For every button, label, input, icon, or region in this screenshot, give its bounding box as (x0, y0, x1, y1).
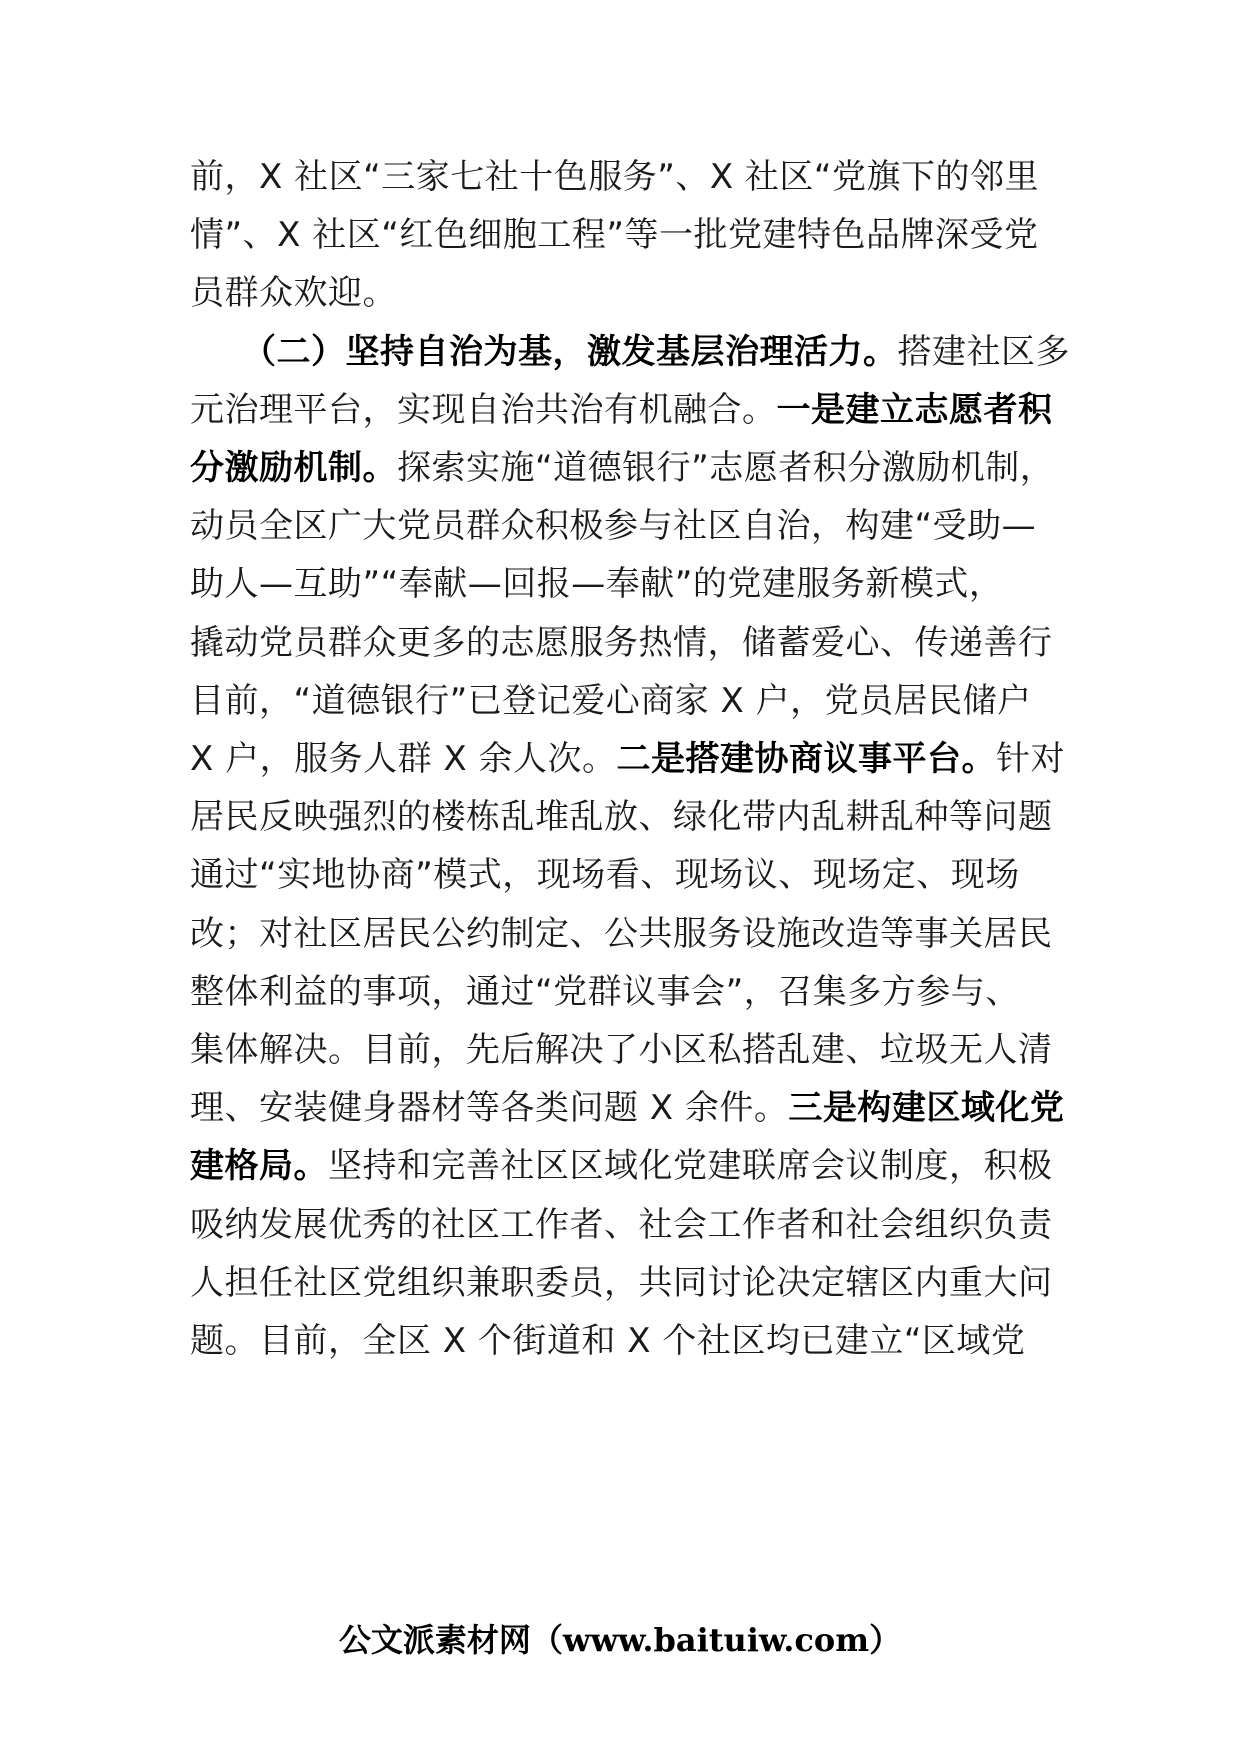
text-line (190, 1251, 1090, 1316)
bold-text-run: （二）坚持自治为基，激发基层治理活力。 (190, 331, 898, 372)
text-run: 吸纳发展优秀的社区工作者、社会工作者和社会组织负责 (190, 1204, 1053, 1245)
text-line (190, 1309, 1090, 1374)
text-run: 坚持和完善社区区域化党建联席会议制度，积极 (328, 1146, 1053, 1187)
text-run: 情”、X 社区“红色细胞工程”等一批党建特色品牌深受党 (190, 215, 1039, 256)
text-run: 整体利益的事项，通过“党群议事会”，召集多方参与、 (190, 971, 1020, 1012)
text-line (190, 261, 1090, 326)
text-run: 题。目前，全区 X 个街道和 X 个社区均已建立“区域党 (190, 1321, 1026, 1361)
text-run: 员群众欢迎。 (190, 273, 397, 314)
text-run: 助人—互助”“奉献—回报—奉献”的党建服务新模式， (190, 564, 1004, 605)
text-run: 人担任社区党组织兼职委员，共同讨论决定辖区内重大问 (190, 1262, 1053, 1303)
text-line (190, 378, 1090, 443)
bold-text-run: 三是构建区域化党 (788, 1088, 1065, 1129)
text-run: 搭建社区多 (897, 331, 1070, 372)
text-line (190, 494, 1090, 559)
bold-text-run: 建格局。 (190, 1146, 328, 1187)
bold-text-run: 分激励机制。 (190, 448, 397, 488)
footer-watermark: 公文派素材网（www.baituiw.com） (338, 1621, 902, 1659)
text-run: 居民反映强烈的楼栋乱堆乱放、绿化带内乱耕乱种等问题 (190, 797, 1053, 838)
text-line (190, 1134, 1090, 1199)
text-line (190, 669, 1090, 734)
text-line (190, 727, 1090, 792)
bold-text-run: 一是建立志愿者积 (776, 389, 1053, 430)
bold-text-run: 二是搭建协商议事平台。 (616, 739, 997, 779)
text-run: 通过“实地协商”模式，现场看、现场议、现场定、现场 (190, 855, 1020, 896)
text-line (190, 436, 1090, 501)
text-run: 动员全区广大党员群众积极参与社区自治，构建“受助— (190, 506, 1037, 547)
text-line (190, 552, 1090, 617)
text-line (190, 902, 1090, 967)
text-line (190, 611, 1090, 676)
text-run: 目前，“道德银行”已登记爱心商家 X 户，党员居民储户 (190, 680, 1032, 721)
text-run: 集体解决。目前，先后解决了小区私搭乱建、垃圾无人清 (190, 1030, 1053, 1070)
text-line (190, 203, 1090, 268)
text-run: X 户，服务人群 X 余人次。 (190, 739, 617, 779)
text-line (190, 1018, 1090, 1083)
text-run: 改；对社区居民公约制定、公共服务设施改造等事关居民 (190, 913, 1053, 954)
text-line (190, 960, 1090, 1025)
text-line (190, 785, 1090, 850)
text-line (190, 1076, 1090, 1141)
text-line (190, 843, 1090, 908)
text-run: 理、安装健身器材等各类问题 X 余件。 (190, 1088, 789, 1129)
text-line (190, 1193, 1090, 1258)
text-run: 探索实施“道德银行”志愿者积分激励机制， (397, 448, 1055, 488)
text-run: 前，X 社区“三家七社十色服务”、X 社区“党旗下的邻里 (190, 157, 1040, 197)
text-line (190, 145, 1090, 210)
text-line (190, 320, 1090, 385)
text-run: 针对 (996, 739, 1066, 779)
text-run: 元治理平台，实现自治共治有机融合。 (190, 389, 777, 430)
text-run: 撬动党员群众更多的志愿服务热情，储蓄爱心、传递善行 (190, 622, 1053, 663)
